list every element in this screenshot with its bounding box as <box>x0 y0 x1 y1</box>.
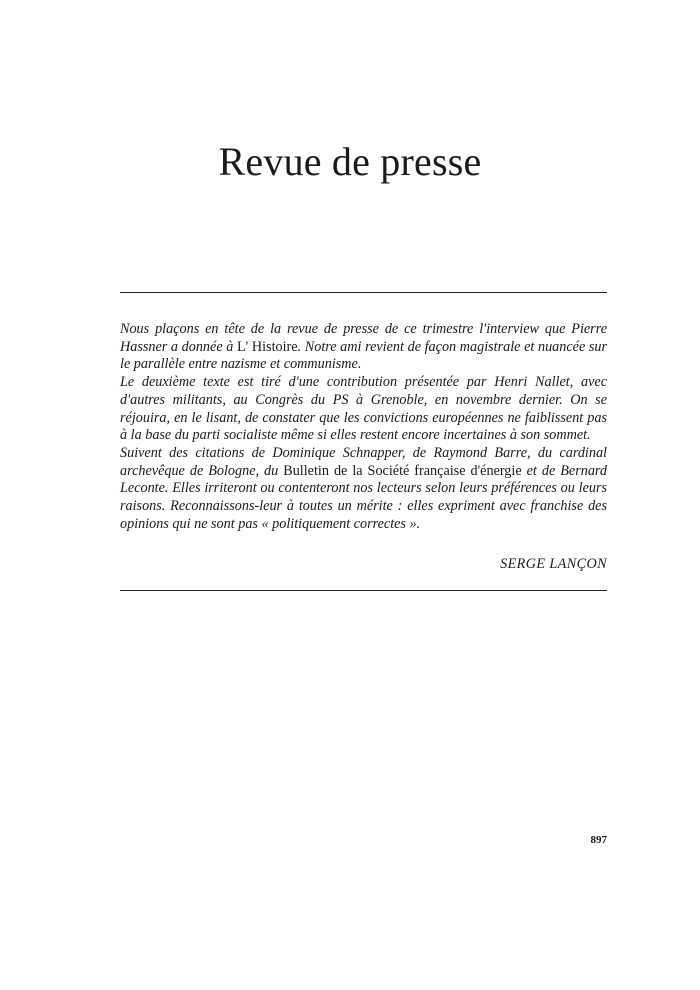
paragraph-1-text-a: Nous plaçons en tête de la revue de presse de ce trimestre l'interview que Pierre Hassner a donnée à <box>120 321 607 355</box>
publication-title-bulletin: Bulletin de la Société française d'énergie <box>283 462 522 479</box>
paragraph-1-text-c: . Notre ami revient de façon magistrale et nuancée sur le parallèle entre nazisme et communisme. <box>120 338 608 373</box>
intro-paragraph-2 <box>120 374 607 445</box>
top-divider <box>120 292 607 293</box>
intro-text <box>120 321 607 533</box>
paragraph-3-text-a: Suivent des citations de Dominique Schnapper, de Raymond Barre, du cardinal archevêque de Bologne, du <box>120 444 607 479</box>
paragraph-2-text: Le deuxième texte est tiré d'une contribution présentée par Henri Nallet, avec d'autres militants, au Congrès du PS à Grenoble, en novembre dernier. On se réjouira, en le lisant, de constater que les convictions européennes ne faiblissent pas à la base du parti socialiste même si elles restent encore incertaines à son sommet. <box>120 374 607 444</box>
page-number: 897 <box>590 834 607 846</box>
paragraph-3-text-c: et de Bernard Leconte. Elles irriteront ou contenteront nos lecteurs selon leurs préférences ou leurs raisons. Reconnaissons-leur à toutes un mérite : elles expriment avec franchise des opinions qui ne sont pas « politiquement correctes ». <box>120 462 608 532</box>
page-title: Revue de presse <box>218 139 482 184</box>
intro-paragraph-3 <box>120 445 607 534</box>
bottom-divider <box>120 590 607 591</box>
intro-paragraph-1 <box>120 321 607 374</box>
author-signature: SERGE LANÇON <box>500 556 607 572</box>
publication-title-lhistoire: L' Histoire <box>237 338 298 355</box>
